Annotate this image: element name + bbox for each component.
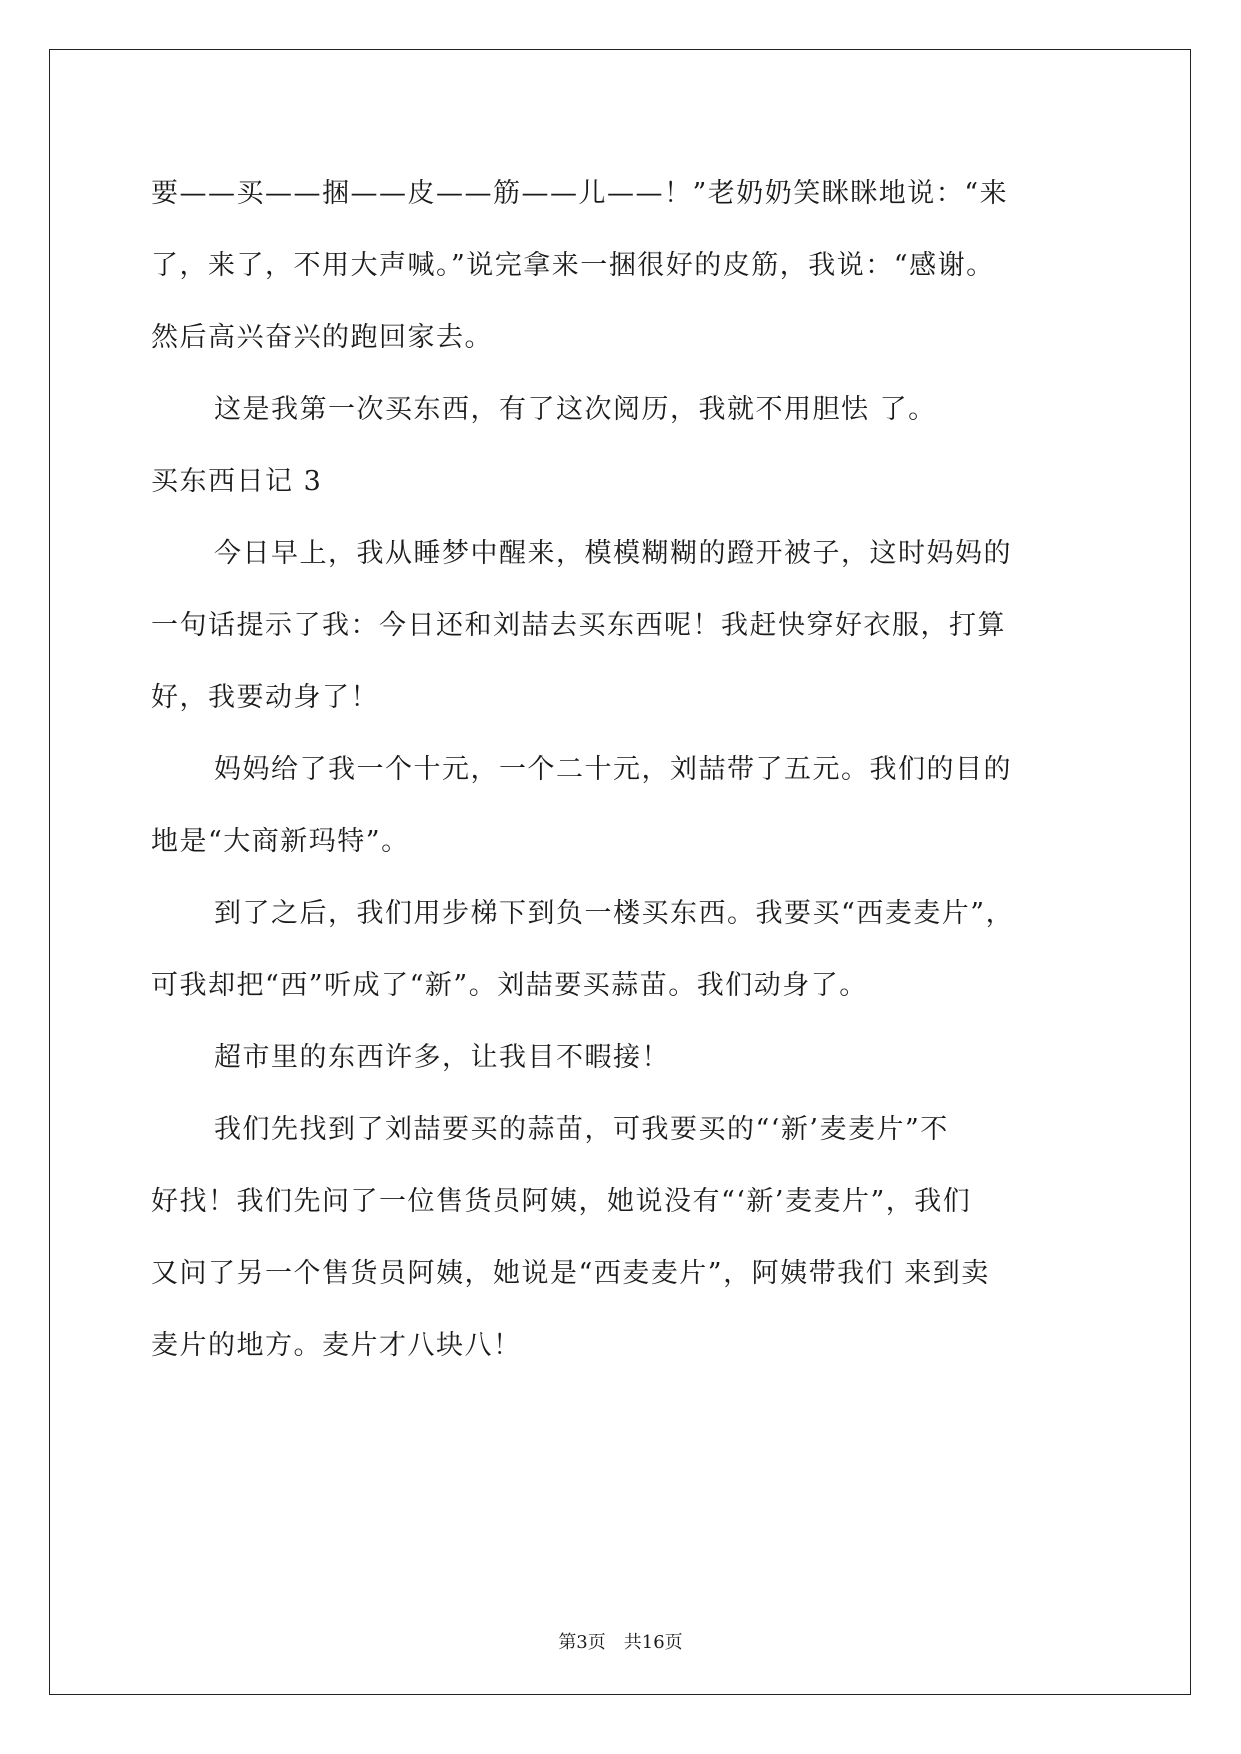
text-line-15: 好找！我们先问了一位售货员阿姨，她说没有“‘新’麦麦片”，我们: [151, 1186, 972, 1217]
text-line-4: 这是我第一次买东西，有了这次阅历，我就不用胆怯 了。: [214, 394, 937, 425]
text-line-2: 了，来了，不用大声喊。”说完拿来一捆很好的皮筋，我说：“感谢。: [151, 250, 995, 281]
text-line-12: 可我却把“西”听成了“新”。刘喆要买蒜苗。我们动身了。: [151, 970, 868, 1001]
text-line-7: 一句话提示了我：今日还和刘喆去买东西呢！我赶快穿好衣服，打算: [151, 610, 1006, 641]
text-line-14: 我们先找到了刘喆要买的蒜苗，可我要买的“‘新’麦麦片”不: [214, 1114, 949, 1145]
text-line-16: 又问了另一个售货员阿姨，她说是“西麦麦片”，阿姨带我们 来到卖: [151, 1258, 990, 1289]
text-line-1: 要——买——捆——皮——筋——儿——！”老奶奶笑眯眯地说：“来: [151, 178, 1009, 209]
text-line-17: 麦片的地方。麦片才八块八！: [151, 1330, 522, 1361]
document-body: [151, 158, 1091, 1382]
page-footer: 第3页 共16页: [558, 1632, 683, 1653]
text-line-8: 好，我要动身了！: [151, 682, 379, 713]
text-line-11: 到了之后，我们用步梯下到负一楼买东西。我要买“西麦麦片”，: [214, 898, 1015, 929]
text-line-9: 妈妈给了我一个十元，一个二十元，刘喆带了五元。我们的目的: [214, 754, 1012, 785]
text-line-3: 然后高兴奋兴的跑回家去。: [151, 322, 493, 353]
text-line-13: 超市里的东西许多，让我目不暇接！: [214, 1042, 670, 1073]
text-line-10: 地是“大商新玛特”。: [151, 826, 410, 857]
section-heading: 买东西日记 3: [151, 466, 323, 497]
text-line-6: 今日早上，我从睡梦中醒来，模模糊糊的蹬开被子，这时妈妈的: [214, 538, 1012, 569]
